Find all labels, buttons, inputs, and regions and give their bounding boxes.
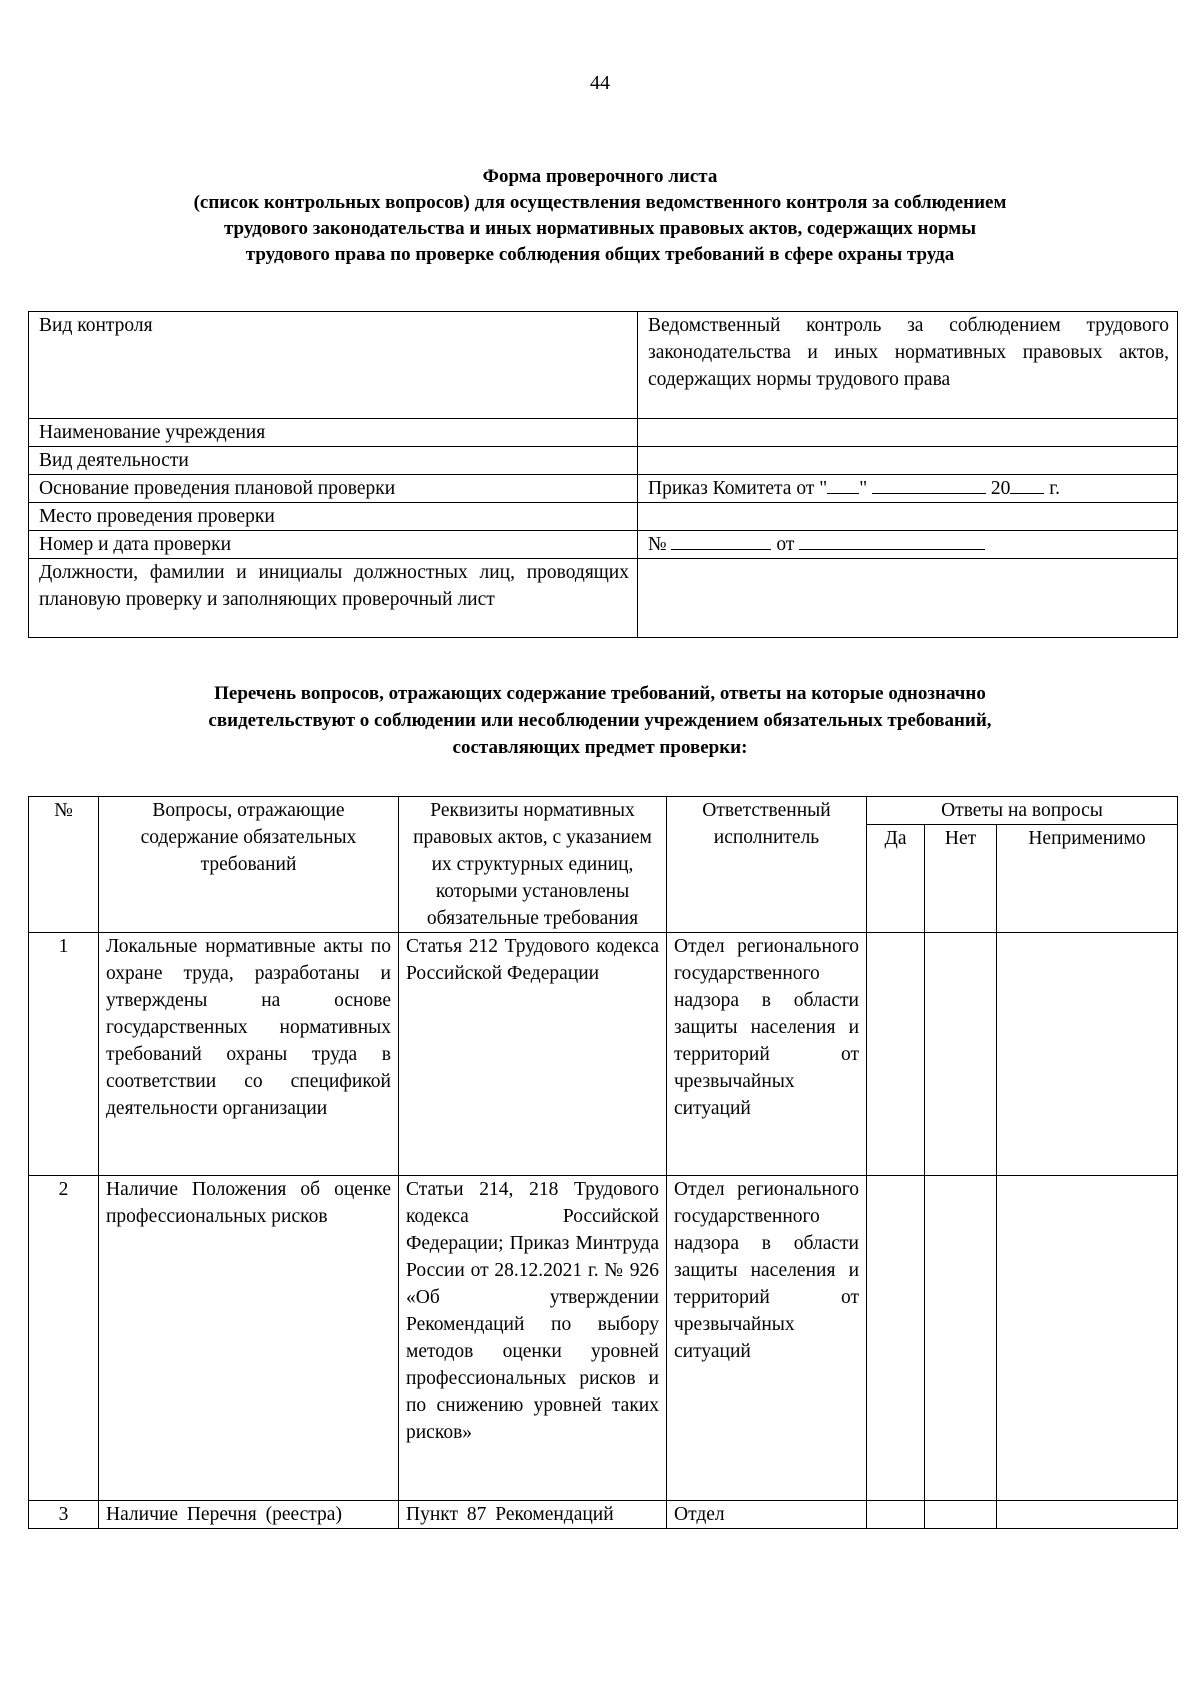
row-requisites: Пункт 87 Рекомендаций [399,1501,667,1529]
table-row [29,933,1178,1176]
header-no: Нет [925,825,997,933]
answer-yes-cell[interactable] [867,1501,925,1529]
table-header-row [29,797,1178,825]
answer-yes-cell[interactable] [867,933,925,1176]
answer-no-cell[interactable] [925,1501,997,1529]
date-blank[interactable] [799,531,985,550]
form-title-line: трудового законодательства и иных нормативных правовых актов, содержащих нормы [223,218,977,239]
header-not-applicable: Неприменимо [997,825,1178,933]
form-title-line: (список контрольных вопросов) для осуществления ведомственного контроля за соблюдением [193,192,1007,213]
month-blank[interactable] [872,475,986,494]
info-row-control-type [29,312,1178,419]
row-num: 1 [29,933,99,1176]
answer-na-cell[interactable] [997,1501,1178,1529]
row-num: 2 [29,1176,99,1501]
info-label: Место проведения проверки [29,503,638,531]
info-row-officials [29,559,1178,638]
header-num: № [29,797,99,933]
info-label: Основание проведения плановой проверки [29,475,638,503]
questions-table [28,796,1178,1529]
row-num: 3 [29,1501,99,1529]
inspection-info-table [28,311,1178,638]
order-quote: " [859,478,868,499]
number-blank[interactable] [671,531,771,550]
row-question: Локальные нормативные акты по охране труда, разработаны и утверждены на основе государственных нормативных требований охраны труда в соответствии со спецификой деятельности организации [99,933,399,1176]
info-value-order[interactable] [638,475,1178,503]
info-value: Ведомственный контроль за соблюдением трудового законодательства и иных нормативных правовых актов, содержащих нормы трудового права [638,312,1178,419]
info-label: Вид контроля [29,312,638,419]
info-value-empty[interactable] [638,559,1178,638]
info-value-empty[interactable] [638,503,1178,531]
row-question: Наличие Положения об оценке профессиональных рисков [99,1176,399,1501]
order-suffix: г. [1049,478,1060,499]
table-row [29,1176,1178,1501]
row-requisites: Статья 212 Трудового кодекса Российской Федерации [399,933,667,1176]
form-title-line: Форма проверочного листа [482,166,718,187]
info-row-activity [29,447,1178,475]
header-question: Вопросы, отражающие содержание обязательных требований [99,797,399,933]
form-title-line: трудового права по проверке соблюдения общих требований в сфере охраны труда [245,244,955,265]
answer-na-cell[interactable] [997,1176,1178,1501]
info-row-basis [29,475,1178,503]
answer-no-cell[interactable] [925,933,997,1176]
row-responsible: Отдел регионального государственного надзора в области защиты населения и территорий от чрезвычайных ситуаций [667,1176,867,1501]
order-prefix: Приказ Комитета от " [648,478,828,499]
day-blank[interactable] [827,475,859,494]
answer-no-cell[interactable] [925,1176,997,1501]
answer-yes-cell[interactable] [867,1176,925,1501]
section-title-line: свидетельствуют о соблюдении или несоблюдении учреждением обязательных требований, [208,710,992,731]
info-label: Номер и дата проверки [29,531,638,559]
info-row-number-date [29,531,1178,559]
row-responsible: Отдел регионального государственного надзора в области защиты населения и территорий от чрезвычайных ситуаций [667,933,867,1176]
row-responsible: Отдел [667,1501,867,1529]
info-label: Должности, фамилии и инициалы должностных лиц, проводящих плановую проверку и заполняющих проверочный лист [29,559,638,638]
info-row-institution [29,419,1178,447]
header-responsible: Ответственный исполнитель [667,797,867,933]
info-label: Вид деятельности [29,447,638,475]
info-row-location [29,503,1178,531]
section-title-line: Перечень вопросов, отражающих содержание требований, ответы на которые однозначно [214,683,986,704]
from-label: от [776,534,795,555]
page-number: 44 [590,72,610,94]
answer-na-cell[interactable] [997,933,1178,1176]
info-value-empty[interactable] [638,419,1178,447]
section-title-line: составляющих предмет проверки: [452,737,748,758]
header-answers: Ответы на вопросы [867,797,1178,825]
header-requisites: Реквизиты нормативных правовых актов, с указанием их структурных единиц, которыми установлены обязательные требования [399,797,667,933]
order-year: 20 [990,478,1011,499]
table-row [29,1501,1178,1529]
year-blank[interactable] [1010,475,1044,494]
form-title [60,164,1140,268]
row-question: Наличие Перечня (реестра) [99,1501,399,1529]
section-title [60,680,1140,761]
info-value-empty[interactable] [638,447,1178,475]
number-sign: № [648,534,667,555]
header-yes: Да [867,825,925,933]
info-value-number[interactable] [638,531,1178,559]
info-label: Наименование учреждения [29,419,638,447]
row-requisites: Статьи 214, 218 Трудового кодекса Российской Федерации; Приказ Минтруда России от 28.12.2021 г. № 926 «Об утверждении Рекомендаций по выбору методов оценки уровней профессиональных рисков и по снижению уровней таких рисков» [399,1176,667,1501]
